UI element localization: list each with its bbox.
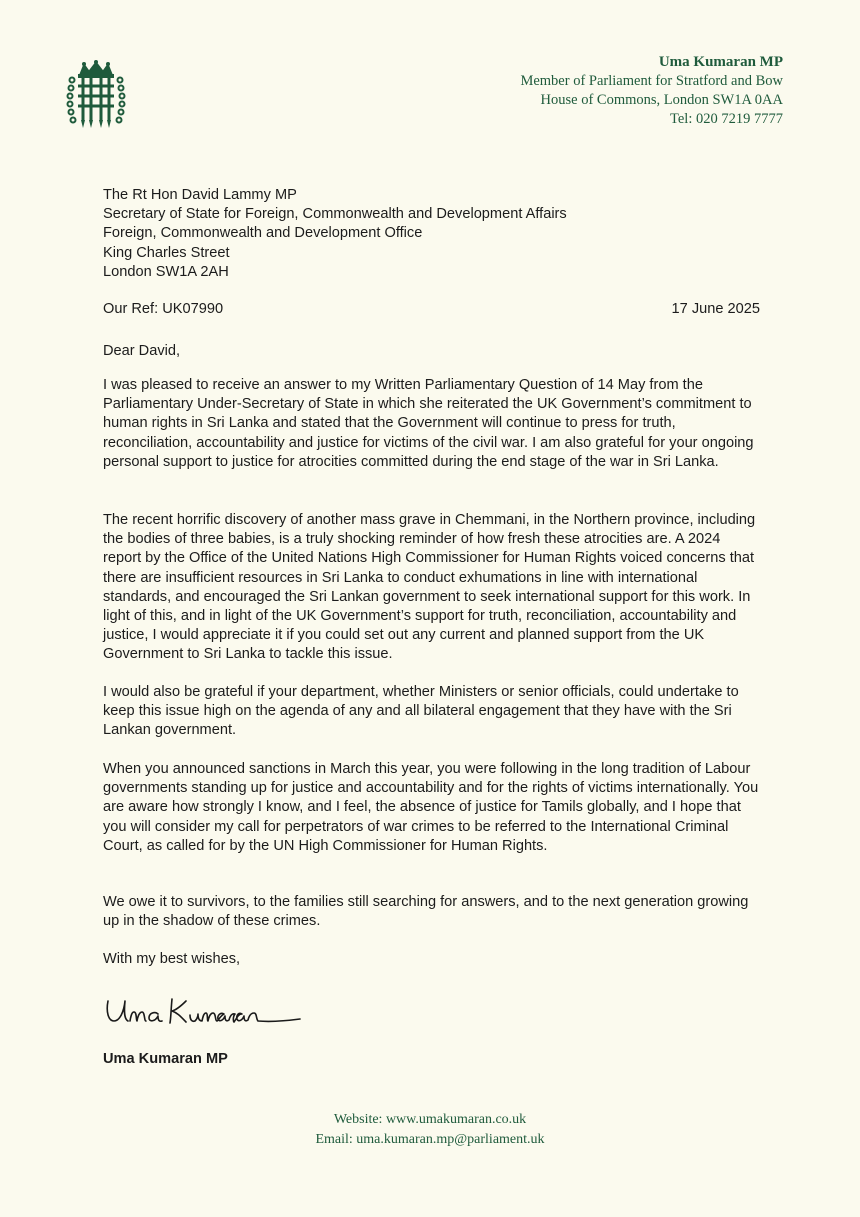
recipient-line: King Charles Street xyxy=(103,244,230,261)
body-paragraph: I was pleased to receive an answer to my Written Parliamentary Question of 14 May from the Parliamentary Under-Secretary of State in which she reiterated the UK Government’s commitment to human rights in Sri Lanka and stated that the Government will continue to press for truth, reconciliation, accountability and justice for victims of the civil war. I am also grateful for your ongoing personal support to justice for atrocities committed during the end stage of the war in Sri Lanka. xyxy=(103,377,754,470)
signatory-name: Uma Kumaran MP xyxy=(103,1051,228,1067)
handwritten-signature xyxy=(100,985,310,1035)
body-paragraph: We owe it to survivors, to the families still searching for answers, and to the next generation growing up in the shadow of these crimes. xyxy=(103,894,749,930)
letterhead-constituency: Member of Parliament for Stratford and Bow xyxy=(520,73,783,89)
recipient-line: Foreign, Commonwealth and Development Office xyxy=(103,225,423,242)
footer-website: Website: www.umakumaran.co.uk xyxy=(333,1112,527,1127)
recipient-line: Secretary of State for Foreign, Commonwealth and Development Affairs xyxy=(103,206,567,223)
salutation: Dear David, xyxy=(103,343,181,359)
letterhead-address: House of Commons, London SW1A 0AA xyxy=(540,92,783,108)
body-paragraph: I would also be grateful if your department, whether Ministers or senior officials, could undertake to keep this issue high on the agenda of any and all bilateral engagement that they have with the Sri Lankan government. xyxy=(103,684,739,739)
recipient-address xyxy=(103,186,760,282)
letterhead xyxy=(520,53,783,129)
body-paragraph: The recent horrific discovery of another mass grave in Chemmani, in the Northern province, including the bodies of three babies, is a truly shocking reminder of how fresh these atrocities are. A 2024 report by the Office of the United Nations High Commissioner for Human Rights voiced concerns that there are insufficient resources in Sri Lanka to conduct exhumations in line with international standards, and encouraged the Sri Lankan government to seek international support for this work. In light of this, and in light of the UK Government’s support for truth, reconciliation, accountability and justice, I would appreciate it if you could set out any current and planned support from the UK Government to Sri Lanka to tackle this issue. xyxy=(103,512,756,663)
body-paragraph: When you announced sanctions in March this year, you were following in the long tradition of Labour governments standing up for justice and accountability and for the rights of victims internationally. You are aware how strongly I know, and I feel, the absence of justice for Tamils globally, and I hope that you will consider my call for perpetrators of war crimes to be referred to the International Criminal Court, as called for by the UN High Commissioner for Human Rights. xyxy=(103,761,759,854)
reference-row xyxy=(103,300,760,319)
footer-email: Email: uma.kumaran.mp@parliament.uk xyxy=(315,1131,545,1147)
recipient-line: The Rt Hon David Lammy MP xyxy=(103,187,297,203)
recipient-line: London SW1A 2AH xyxy=(103,263,229,280)
letterhead-phone: Tel: 020 7219 7777 xyxy=(670,111,783,127)
footer-contact xyxy=(0,1110,860,1149)
reference-number: Our Ref: UK07990 xyxy=(103,301,224,317)
portcullis-icon xyxy=(64,60,128,132)
letterhead-name: Uma Kumaran MP xyxy=(658,54,783,70)
letter-date: 17 June 2025 xyxy=(671,301,760,317)
closing: With my best wishes, xyxy=(103,951,241,967)
